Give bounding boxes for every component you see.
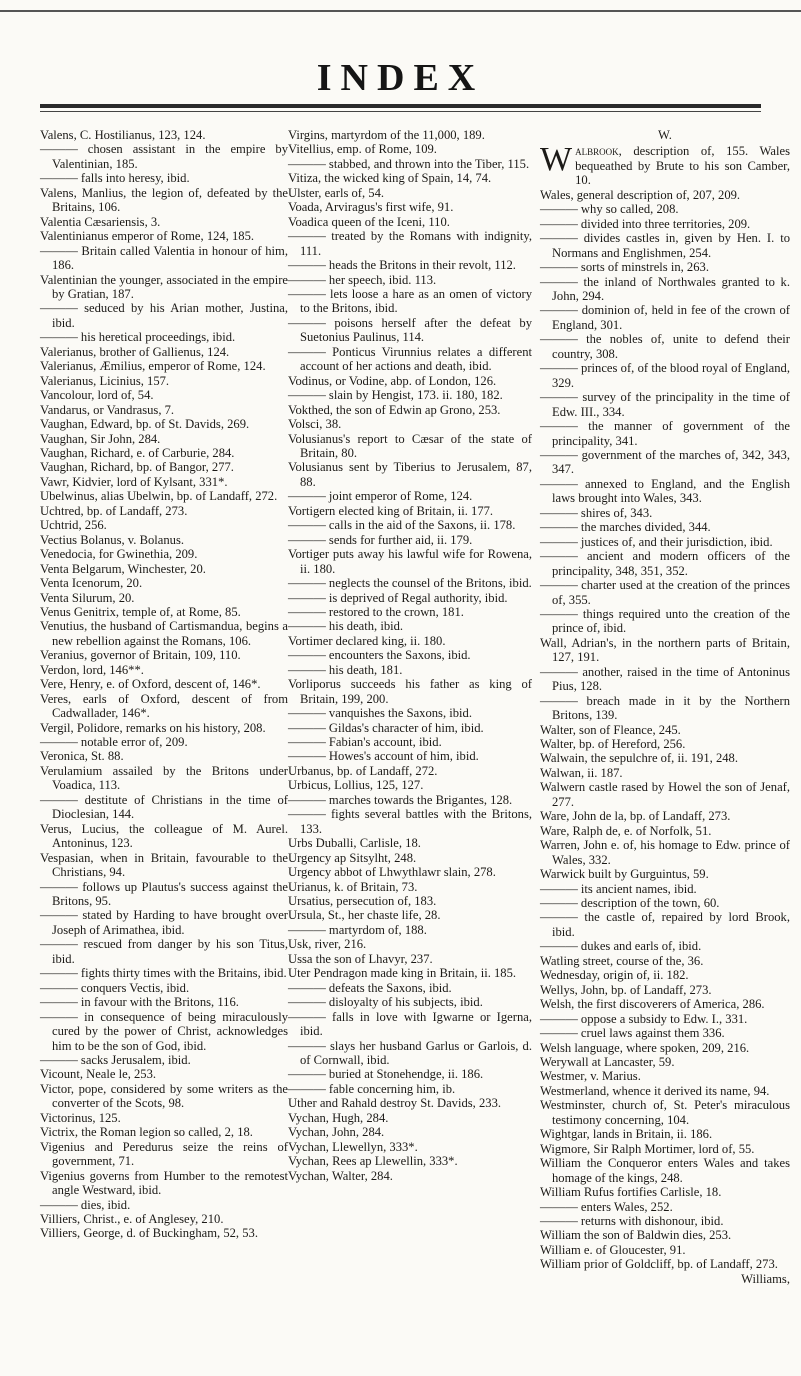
index-entry: Vaughan, Richard, e. of Carburie, 284. — [40, 445, 235, 460]
index-entry: ——— its ancient names, ibid. — [540, 881, 697, 896]
index-entry: Urbanus, bp. of Landaff, 272. — [288, 763, 438, 778]
index-entry: ——— his death, ibid. — [288, 619, 404, 634]
index-entry: ——— follows up Plautus's success against the Britons, 95. — [40, 879, 288, 909]
index-entry: Vaughan, Richard, bp. of Bangor, 277. — [40, 460, 234, 475]
index-entry: ——— sends for further aid, ii. 179. — [288, 532, 473, 547]
index-entry: ——— joint emperor of Rome, 124. — [288, 489, 473, 504]
title-rule-thin — [40, 111, 761, 112]
index-entry: Westminster, church of, St. Peter's miraculous testimony concerning, 104. — [540, 1098, 790, 1127]
index-entry: ——— another, raised in the time of Antoninus Pius, 128. — [540, 664, 790, 694]
index-entry: Vespasian, when in Britain, favourable to the Christians, 94. — [40, 850, 288, 880]
index-entry: Virgins, martyrdom of the 11,000, 189. — [288, 128, 485, 142]
index-entry: Volsci, 38. — [288, 417, 342, 432]
index-entry: ——— is deprived of Regal authority, ibid. — [288, 590, 508, 605]
top-edge-rule — [0, 10, 801, 12]
index-entry: Ussa the son of Lhavyr, 237. — [288, 951, 433, 966]
index-entry: Victor, pope, considered by some writers as the converter of the Scots, 98. — [40, 1081, 288, 1111]
index-entry: Urgency abbot of Lhwythlawr slain, 278. — [288, 865, 496, 880]
index-entry: Wigmore, Sir Ralph Mortimer, lord of, 55. — [540, 1141, 755, 1156]
index-entry: Uther and Rahald destroy St. Davids, 233. — [288, 1096, 502, 1111]
column-3-entries — [540, 188, 790, 1272]
lead-more: Wales bequeathed by Brute to his son Camber, 10. — [575, 144, 791, 188]
index-entry: Vychan, Llewellyn, 333*. — [288, 1139, 418, 1154]
index-entry: Venedocia, for Gwinethia, 209. — [40, 547, 198, 562]
index-entry: Welsh, the first discoverers of America, 286. — [540, 997, 765, 1012]
index-entry: Valerianus, Æmilius, emperor of Rome, 124. — [40, 359, 266, 374]
index-entry: ——— enters Wales, 252. — [540, 1199, 673, 1214]
index-entry: William prior of Goldcliff, bp. of Landaff, 273. — [540, 1257, 778, 1272]
index-entry: Welsh language, where spoken, 209, 216. — [540, 1040, 750, 1055]
index-entry: Westmer, v. Marius. — [540, 1069, 641, 1084]
index-entry: ——— Fabian's account, ibid. — [288, 735, 442, 750]
index-entry: ——— Gildas's character of him, ibid. — [288, 720, 484, 735]
index-entry: ——— defeats the Saxons, ibid. — [288, 980, 452, 995]
index-column-3 — [540, 128, 790, 1286]
index-entry: Villiers, George, d. of Buckingham, 52, 53. — [40, 1226, 258, 1241]
index-entry: Ware, John de la, bp. of Landaff, 273. — [540, 809, 731, 824]
index-entry: Veranius, governor of Britain, 109, 110. — [40, 648, 241, 663]
index-entry: William Rufus fortifies Carlisle, 18. — [540, 1185, 722, 1200]
index-entry: ——— Howes's account of him, ibid. — [288, 749, 479, 764]
index-entry: ——— the marches divided, 344. — [540, 520, 711, 535]
index-entry: Vychan, Hugh, 284. — [288, 1110, 389, 1125]
index-entry: ——— heads the Britons in their revolt, 112. — [288, 258, 516, 273]
title-rule-thick — [40, 104, 761, 108]
index-entry: Vortimer declared king, ii. 180. — [288, 633, 446, 648]
index-entry: William e. of Gloucester, 91. — [540, 1242, 686, 1257]
index-entry: ——— martyrdom of, 188. — [288, 922, 427, 937]
index-entry: ——— restored to the crown, 181. — [288, 604, 464, 619]
index-entry: ——— shires of, 343. — [540, 505, 653, 520]
index-entry: Werywall at Lancaster, 59. — [540, 1055, 675, 1069]
index-entry: ——— in consequence of being miraculously cured by the power of Christ, acknowledges him to be the son of God, ibid. — [40, 1009, 288, 1053]
index-entry: Vychan, John, 284. — [288, 1125, 385, 1140]
index-entry: Venta Icenorum, 20. — [40, 576, 143, 591]
index-entry: ——— buried at Stonehendge, ii. 186. — [288, 1067, 484, 1082]
index-entry: Uchtrid, 256. — [40, 518, 107, 533]
index-entry: ——— his death, 181. — [288, 662, 403, 677]
index-entry: Urbicus, Lollius, 125, 127. — [288, 778, 424, 793]
index-entry: Vodinus, or Vodine, abp. of London, 126. — [288, 373, 497, 388]
index-entry: ——— falls in love with Igwarne or Igerna, ibid. — [288, 1009, 532, 1039]
index-entry: Vigenius and Peredurus seize the reins of government, 71. — [40, 1139, 288, 1169]
index-entry: Urianus, k. of Britain, 73. — [288, 879, 418, 894]
index-entry: Vergil, Polidore, remarks on his history, 208. — [40, 720, 266, 735]
index-entry: ——— fable concerning him, ib. — [288, 1081, 456, 1096]
index-entry: ——— his heretical proceedings, ibid. — [40, 330, 236, 345]
index-entry: ——— her speech, ibid. 113. — [288, 272, 437, 287]
index-entry: Vortigern elected king of Britain, ii. 177. — [288, 503, 494, 518]
index-entry: Walter, son of Fleance, 245. — [540, 722, 681, 737]
index-entry: Ursatius, persecution of, 183. — [288, 894, 437, 909]
index-entry: Westmerland, whence it derived its name, 94. — [540, 1083, 770, 1098]
index-entry: Valens, C. Hostilianus, 123, 124. — [40, 128, 206, 142]
index-entry: Ware, Ralph de, e. of Norfolk, 51. — [540, 823, 712, 838]
index-entry: Vaughan, Edward, bp. of St. Davids, 269. — [40, 417, 250, 432]
page-title: INDEX — [316, 57, 485, 99]
index-entry: Venutius, the husband of Cartismandua, begins a new rebellion against the Romans, 106. — [40, 619, 288, 648]
index-entry: Valerianus, Licinius, 157. — [40, 373, 170, 388]
catchword: Williams, — [741, 1271, 790, 1286]
index-entry: Victrix, the Roman legion so called, 2, 18. — [40, 1125, 253, 1140]
index-entry: William the Conqueror enters Wales and takes homage of the kings, 248. — [540, 1156, 790, 1185]
index-entry: Walwan, ii. 187. — [540, 765, 623, 780]
index-entry: Venus Genitrix, temple of, at Rome, 85. — [40, 604, 241, 619]
index-entry: Vectius Bolanus, v. Bolanus. — [40, 532, 185, 547]
index-column-1 — [40, 128, 288, 1241]
index-entry: Vaughan, Sir John, 284. — [40, 431, 161, 446]
index-entry: Vandarus, or Vandrasus, 7. — [40, 402, 175, 417]
index-entry: Vorliporus succeeds his father as king of Britain, 199, 200. — [288, 677, 532, 706]
index-entry: Uchtred, bp. of Landaff, 273. — [40, 503, 188, 518]
index-entry: Vawr, Kidvier, lord of Kylsant, 331*. — [40, 474, 228, 489]
index-entry: Victorinus, 125. — [40, 1110, 121, 1125]
index-entry: William the son of Baldwin dies, 253. — [540, 1228, 732, 1243]
index-entry: Valentia Cæsariensis, 3. — [40, 214, 161, 229]
index-entry: ——— returns with dishonour, ibid. — [540, 1213, 724, 1228]
index-entry: Venta Silurum, 20. — [40, 590, 135, 605]
index-entry: Walwern castle rased by Howel the son of Jenaf, 277. — [540, 780, 790, 809]
index-entry: Vychan, Walter, 284. — [288, 1168, 393, 1183]
section-heading-w: W. — [658, 128, 672, 142]
index-entry: ——— neglects the counsel of the Britons, ibid. — [288, 576, 532, 591]
index-entry: Vancolour, lord of, 54. — [40, 388, 154, 403]
index-entry: ——— rescued from danger by his son Titus, ibid. — [40, 937, 288, 966]
index-entry: ——— slays her husband Garlus or Garlois, d. of Cornwall, ibid. — [288, 1038, 532, 1067]
index-entry: Ulster, earls of, 54. — [288, 185, 385, 200]
index-entry: ——— fights several battles with the Britons, 133. — [288, 807, 532, 836]
index-entry: Vigenius governs from Humber to the remotest angle Westward, ibid. — [40, 1168, 288, 1198]
index-entry: ——— sacks Jerusalem, ibid. — [40, 1053, 191, 1067]
index-entry: ——— the inland of Northwales granted to k. John, 294. — [540, 274, 790, 303]
index-entry: ——— divides castles in, given by Hen. I. to Normans and Englishmen, 254. — [540, 231, 790, 260]
index-entry: Vokthed, the son of Edwin ap Grono, 253. — [288, 402, 501, 417]
index-entry: Vychan, Rees ap Llewellin, 333*. — [288, 1154, 458, 1169]
index-entry: Verdon, lord, 146**. — [40, 662, 144, 677]
index-entry: ——— oppose a subsidy to Edw. I., 331. — [540, 1011, 748, 1026]
index-entry: ——— dominion of, held in fee of the crown of England, 301. — [540, 303, 790, 332]
index-entry: Urgency ap Sitsylht, 248. — [288, 850, 417, 865]
index-entry: Urbs Duballi, Carlisle, 18. — [288, 836, 421, 851]
index-entry: Voadica queen of the Iceni, 110. — [288, 214, 450, 229]
index-entry: ——— disloyalty of his subjects, ibid. — [288, 995, 483, 1010]
index-entry: ——— why so called, 208. — [540, 202, 679, 217]
index-entry: Verulamium assailed by the Britons under Voadica, 113. — [40, 763, 288, 793]
lead-rest: description of, 155. — [621, 144, 749, 159]
index-entry: Vitiza, the wicked king of Spain, 14, 74. — [288, 171, 492, 186]
index-entry: Voada, Arviragus's first wife, 91. — [288, 200, 454, 215]
index-entry: ——— the nobles of, unite to defend their country, 308. — [540, 332, 790, 361]
index-entry: ——— notable error of, 209. — [40, 735, 188, 750]
index-entry: Volusianus sent by Tiberius to Jerusalem, 87, 88. — [288, 460, 532, 489]
index-entry: ——— poisons herself after the defeat by Suetonius Paulinus, 114. — [288, 315, 532, 345]
index-entry: Volusianus's report to Cæsar of the state of Britain, 80. — [288, 431, 532, 460]
index-entry: ——— description of the town, 60. — [540, 896, 720, 911]
index-entry: Valentinianus emperor of Rome, 124, 185. — [40, 229, 255, 244]
index-entry: Vortiger puts away his lawful wife for Rowena, ii. 180. — [288, 547, 532, 576]
index-entry: Veres, earls of Oxford, descent of from Cadwallader, 146*. — [40, 691, 288, 721]
index-entry: ——— the castle of, repaired by lord Brook, ibid. — [540, 910, 790, 939]
index-entry: Villiers, Christ., e. of Anglesey, 210. — [40, 1211, 224, 1226]
index-entry: Valentinian the younger, associated in the empire by Gratian, 187. — [40, 272, 288, 301]
index-entry: Watling street, course of the, 36. — [540, 953, 704, 968]
index-entry: Verus, Lucius, the colleague of M. Aurel. Antoninus, 123. — [40, 821, 288, 851]
index-entry: ——— conquers Vectis, ibid. — [40, 980, 190, 995]
index-entry: ——— dies, ibid. — [40, 1197, 131, 1212]
index-entry: ——— falls into heresy, ibid. — [40, 171, 190, 186]
index-entry: ——— seduced by his Arian mother, Justina, ibid. — [40, 301, 288, 330]
index-entry: Walter, bp. of Hereford, 256. — [540, 737, 686, 752]
index-entry: Uter Pendragon made king in Britain, ii. 185. — [288, 966, 517, 981]
index-entry: ——— Ponticus Virunnius relates a different account of her actions and death, ibid. — [288, 344, 532, 374]
index-entry: ——— treated by the Romans with indignity, 111. — [288, 229, 532, 258]
index-entry: ——— stated by Harding to have brought over Joseph of Arimathea, ibid. — [40, 908, 288, 937]
index-entry: ——— calls in the aid of the Saxons, ii. 178. — [288, 518, 516, 533]
index-entry: ——— dukes and earls of, ibid. — [540, 939, 702, 954]
index-entry: Vere, Henry, e. of Oxford, descent of, 146*. — [40, 677, 261, 692]
index-entry: ——— things required unto the creation of the prince of, ibid. — [540, 606, 790, 636]
index-entry: Warren, John e. of, his homage to Edw. prince of Wales, 332. — [540, 838, 790, 867]
index-entry: Vicount, Neale le, 253. — [40, 1067, 157, 1082]
index-entry: Vitellius, emp. of Rome, 109. — [288, 142, 437, 157]
index-entry: ——— in favour with the Britons, 116. — [40, 995, 239, 1010]
index-entry: ——— chosen assistant in the empire by Valentinian, 185. — [40, 142, 288, 171]
index-entry: Walwain, the sepulchre of, ii. 191, 248. — [540, 751, 738, 766]
index-entry: ——— cruel laws against them 336. — [540, 1026, 725, 1041]
index-entry: Venta Belgarum, Winchester, 20. — [40, 561, 206, 576]
index-entry: ——— government of the marches of, 342, 343, 347. — [540, 447, 790, 477]
index-entry: ——— stabbed, and thrown into the Tiber, 115. — [288, 156, 530, 171]
index-entry: ——— breach made in it by the Northern Britons, 139. — [540, 693, 790, 723]
index-column-2 — [288, 128, 532, 1183]
index-entry: ——— Britain called Valentia in honour of him, 186. — [40, 243, 288, 273]
index-entry: ——— sorts of minstrels in, 263. — [540, 260, 709, 275]
index-entry: ——— fights thirty times with the Britains, ibid. — [40, 966, 287, 981]
index-entry: ——— lets loose a hare as an omen of victory to the Britons, ibid. — [288, 286, 532, 316]
index-entry: ——— princes of, of the blood royal of England, 329. — [540, 361, 790, 390]
lead-word: albrook, — [575, 144, 622, 159]
index-entry: Veronica, St. 88. — [40, 749, 124, 764]
index-entry: Wall, Adrian's, in the northern parts of Britain, 127, 191. — [540, 635, 790, 665]
index-entry: ——— ancient and modern officers of the principality, 348, 351, 352. — [540, 549, 790, 578]
index-entry: ——— the manner of government of the principality, 341. — [540, 419, 790, 448]
index-entry: ——— justices of, and their jurisdiction, ibid. — [540, 534, 773, 549]
index-entry: ——— charter used at the creation of the princes of, 355. — [540, 578, 790, 607]
index-entry: Usk, river, 216. — [288, 937, 367, 952]
index-entry: Ursula, St., her chaste life, 28. — [288, 908, 441, 923]
index-entry: ——— destitute of Christians in the time of Dioclesian, 144. — [40, 792, 288, 822]
index-entry: ——— encounters the Saxons, ibid. — [288, 648, 471, 663]
index-entry: ——— annexed to England, and the English laws brought into Wales, 343. — [540, 476, 790, 506]
index-entry: ——— slain by Hengist, 173. ii. 180, 182. — [288, 388, 503, 403]
index-entry: ——— survey of the principality in the time of Edw. III., 334. — [540, 390, 790, 419]
index-entry: Valerianus, brother of Gallienus, 124. — [40, 344, 230, 359]
index-entry: Wales, general description of, 207, 209. — [540, 187, 741, 202]
index-entry: Wellys, John, bp. of Landaff, 273. — [540, 982, 712, 997]
index-entry: Ubelwinus, alias Ubelwin, bp. of Landaff, 272. — [40, 489, 278, 504]
index-entry: ——— divided into three territories, 209. — [540, 216, 751, 231]
index-entry: Wightgar, lands in Britain, ii. 186. — [540, 1127, 713, 1142]
index-entry: Wednesday, origin of, ii. 182. — [540, 968, 689, 983]
index-entry: ——— vanquishes the Saxons, ibid. — [288, 706, 472, 721]
index-entry: Valens, Manlius, the legion of, defeated by the Britains, 106. — [40, 185, 288, 215]
index-entry-walbrook — [540, 141, 791, 188]
index-entry: Warwick built by Gurguintus, 59. — [540, 867, 709, 882]
index-entry: ——— marches towards the Brigantes, 128. — [288, 792, 513, 807]
drop-cap-letter: W — [540, 141, 573, 179]
